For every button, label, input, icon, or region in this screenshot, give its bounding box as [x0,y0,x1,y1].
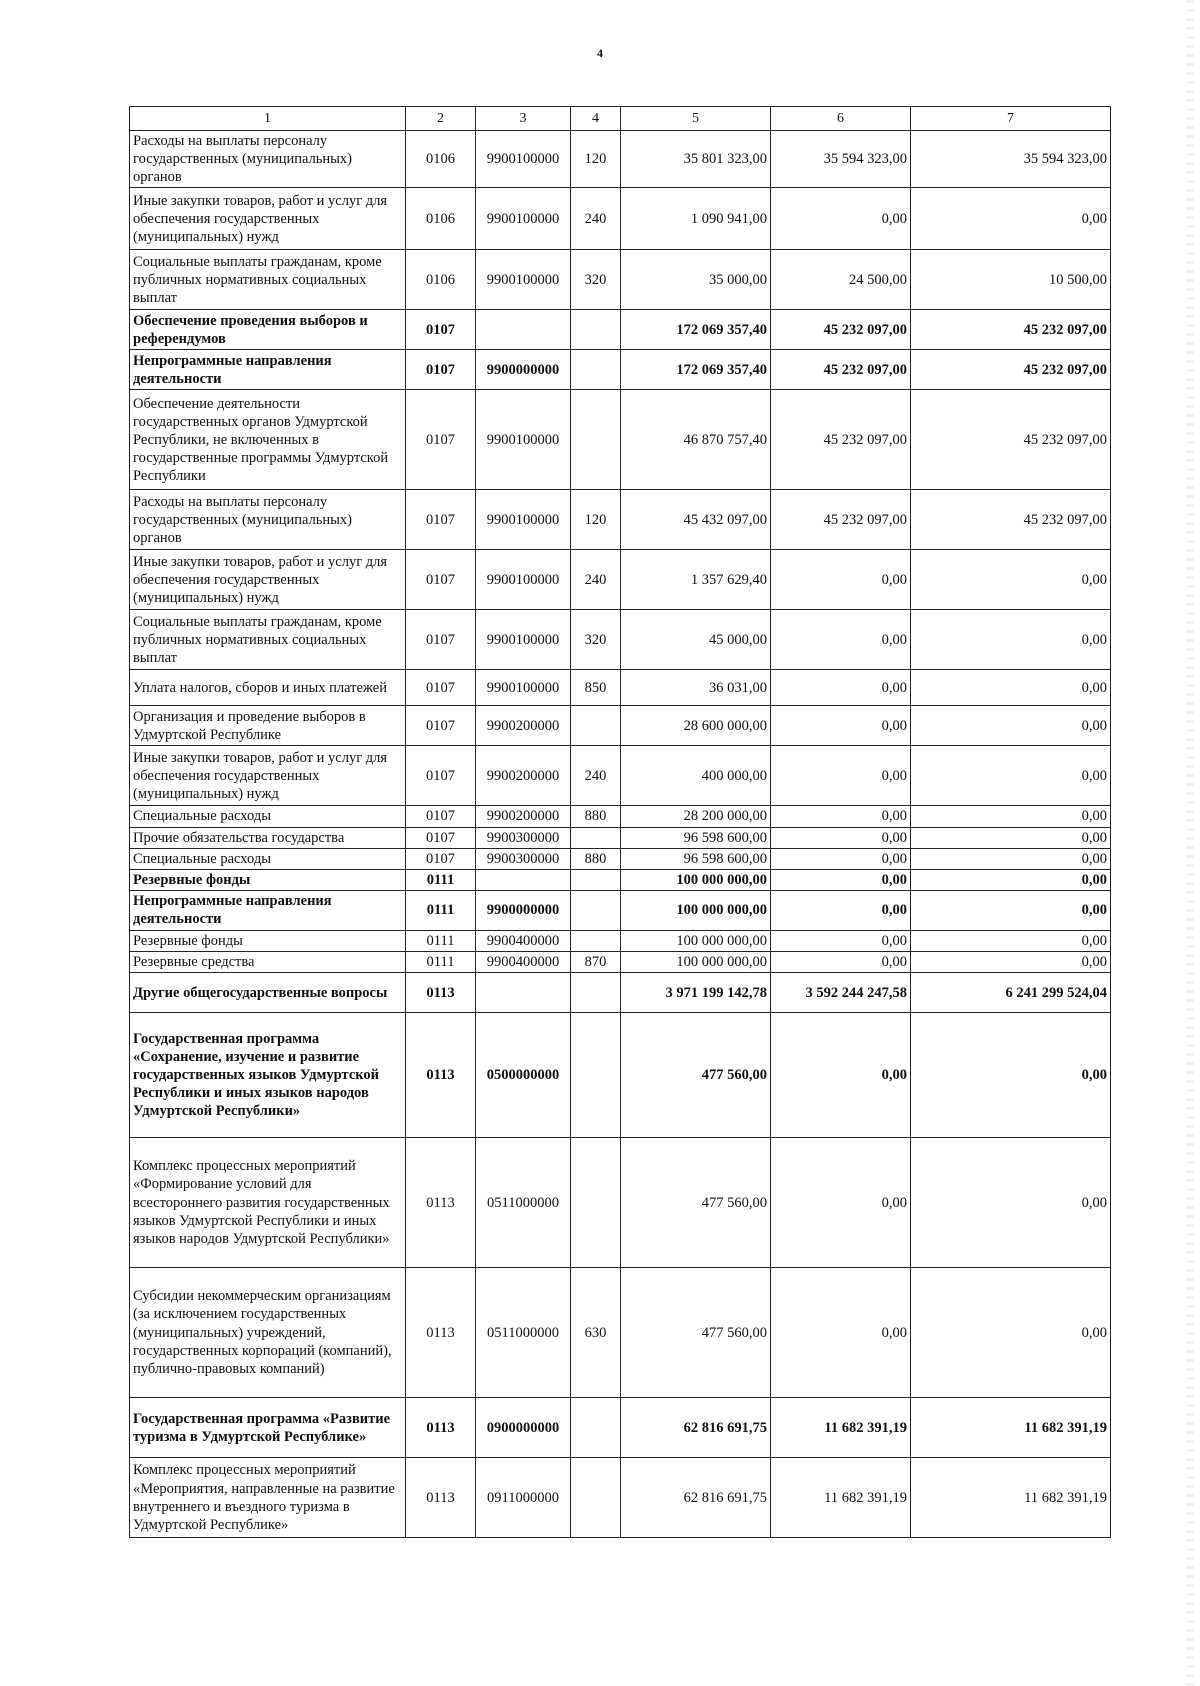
section-code-cell: 0107 [406,848,476,869]
table-row [130,890,1111,930]
amount-col5-cell: 35 000,00 [621,250,771,310]
header-cell: 1 [130,107,406,131]
table-row [130,1138,1111,1268]
amount-col6-cell: 0,00 [771,550,911,610]
section-code-cell: 0107 [406,490,476,550]
amount-col5-cell: 100 000 000,00 [621,930,771,951]
amount-col5-cell: 45 432 097,00 [621,490,771,550]
target-article-cell: 9900100000 [476,490,571,550]
row-name-cell: Другие общегосударственные вопросы [130,973,406,1013]
table-row [130,848,1111,869]
row-name-cell: Прочие обязательства государства [130,827,406,848]
table-row [130,1013,1111,1138]
amount-col7-cell: 0,00 [911,869,1111,890]
expense-type-cell: 120 [571,490,621,550]
table-row [130,746,1111,806]
target-article-cell: 9900100000 [476,250,571,310]
table-row [130,670,1111,706]
row-name-cell: Резервные фонды [130,869,406,890]
table-row [130,550,1111,610]
section-code-cell: 0106 [406,131,476,188]
table-row [130,1458,1111,1538]
target-article-cell: 9900200000 [476,746,571,806]
row-name-cell: Расходы на выплаты персоналу государственных (муниципальных) органов [130,131,406,188]
amount-col5-cell: 3 971 199 142,78 [621,973,771,1013]
expense-type-cell: 320 [571,610,621,670]
row-name-cell: Непрограммные направления деятельности [130,890,406,930]
row-name-cell: Организация и проведение выборов в Удмуртской Республике [130,706,406,746]
table-row [130,869,1111,890]
section-code-cell: 0113 [406,1268,476,1398]
table-row [130,188,1111,250]
expense-type-cell: 120 [571,131,621,188]
expense-type-cell [571,827,621,848]
header-cell: 4 [571,107,621,131]
row-name-cell: Обеспечение проведения выборов и референдумов [130,310,406,350]
expense-type-cell [571,390,621,490]
amount-col7-cell: 0,00 [911,952,1111,973]
table-row [130,390,1111,490]
amount-col5-cell: 100 000 000,00 [621,952,771,973]
row-name-cell: Социальные выплаты гражданам, кроме публичных нормативных социальных выплат [130,250,406,310]
target-article-cell [476,973,571,1013]
header-row [130,107,1111,131]
amount-col5-cell: 35 801 323,00 [621,131,771,188]
row-name-cell: Государственная программа «Сохранение, изучение и развитие государственных языков Удмуртской Республики и иных языков народов Удмуртской Республики» [130,1013,406,1138]
expense-type-cell [571,973,621,1013]
expense-type-cell [571,930,621,951]
amount-col5-cell: 172 069 357,40 [621,310,771,350]
amount-col6-cell: 0,00 [771,1013,911,1138]
target-article-cell: 0900000000 [476,1398,571,1458]
amount-col7-cell: 45 232 097,00 [911,310,1111,350]
amount-col5-cell: 96 598 600,00 [621,827,771,848]
row-name-cell: Резервные фонды [130,930,406,951]
amount-col7-cell: 0,00 [911,1268,1111,1398]
table-row [130,827,1111,848]
section-code-cell: 0113 [406,1013,476,1138]
target-article-cell: 9900300000 [476,827,571,848]
table-row [130,310,1111,350]
target-article-cell: 9900000000 [476,890,571,930]
amount-col7-cell: 0,00 [911,188,1111,250]
amount-col5-cell: 62 816 691,75 [621,1458,771,1538]
budget-table [129,106,1111,1538]
expense-type-cell [571,1458,621,1538]
expense-type-cell: 880 [571,806,621,827]
expense-type-cell: 240 [571,188,621,250]
page-number: 4 [597,46,603,60]
expense-type-cell [571,1138,621,1268]
row-name-cell: Иные закупки товаров, работ и услуг для обеспечения государственных (муниципальных) нужд [130,188,406,250]
amount-col7-cell: 10 500,00 [911,250,1111,310]
section-code-cell: 0107 [406,670,476,706]
section-code-cell: 0107 [406,310,476,350]
target-article-cell: 9900100000 [476,188,571,250]
table-row [130,250,1111,310]
amount-col5-cell: 46 870 757,40 [621,390,771,490]
section-code-cell: 0107 [406,390,476,490]
amount-col6-cell: 0,00 [771,1138,911,1268]
target-article-cell: 9900000000 [476,350,571,390]
expense-type-cell: 630 [571,1268,621,1398]
table-row [130,610,1111,670]
amount-col5-cell: 100 000 000,00 [621,890,771,930]
expense-type-cell: 240 [571,550,621,610]
amount-col5-cell: 477 560,00 [621,1268,771,1398]
amount-col7-cell: 0,00 [911,550,1111,610]
amount-col7-cell: 0,00 [911,670,1111,706]
target-article-cell [476,869,571,890]
expense-type-cell: 320 [571,250,621,310]
section-code-cell: 0107 [406,706,476,746]
section-code-cell: 0113 [406,1458,476,1538]
amount-col5-cell: 28 200 000,00 [621,806,771,827]
amount-col7-cell: 45 232 097,00 [911,490,1111,550]
expense-type-cell: 870 [571,952,621,973]
amount-col6-cell: 0,00 [771,952,911,973]
row-name-cell: Обеспечение деятельности государственных органов Удмуртской Республики, не включенных в государственные программы Удмуртской Республики [130,390,406,490]
target-article-cell: 9900100000 [476,670,571,706]
expense-type-cell [571,890,621,930]
amount-col6-cell: 0,00 [771,670,911,706]
expense-type-cell: 850 [571,670,621,706]
target-article-cell: 9900100000 [476,390,571,490]
amount-col5-cell: 400 000,00 [621,746,771,806]
target-article-cell: 9900300000 [476,848,571,869]
amount-col5-cell: 62 816 691,75 [621,1398,771,1458]
row-name-cell: Государственная программа «Развитие туризма в Удмуртской Республике» [130,1398,406,1458]
amount-col5-cell: 28 600 000,00 [621,706,771,746]
amount-col6-cell: 0,00 [771,610,911,670]
scan-edge-noise [1186,0,1194,1686]
header-cell: 5 [621,107,771,131]
header-cell: 2 [406,107,476,131]
target-article-cell: 9900400000 [476,930,571,951]
expense-type-cell: 240 [571,746,621,806]
section-code-cell: 0113 [406,973,476,1013]
amount-col7-cell: 0,00 [911,610,1111,670]
table-row [130,930,1111,951]
header-cell: 3 [476,107,571,131]
amount-col5-cell: 172 069 357,40 [621,350,771,390]
section-code-cell: 0106 [406,250,476,310]
amount-col6-cell: 35 594 323,00 [771,131,911,188]
amount-col7-cell: 11 682 391,19 [911,1398,1111,1458]
target-article-cell: 9900200000 [476,706,571,746]
expense-type-cell [571,706,621,746]
amount-col6-cell: 24 500,00 [771,250,911,310]
target-article-cell: 9900200000 [476,806,571,827]
section-code-cell: 0107 [406,350,476,390]
target-article-cell: 0511000000 [476,1268,571,1398]
section-code-cell: 0107 [406,550,476,610]
table-row [130,350,1111,390]
amount-col7-cell: 0,00 [911,848,1111,869]
row-name-cell: Расходы на выплаты персоналу государственных (муниципальных) органов [130,490,406,550]
expense-type-cell [571,1013,621,1138]
expense-type-cell [571,350,621,390]
table-row [130,1398,1111,1458]
amount-col6-cell: 11 682 391,19 [771,1398,911,1458]
row-name-cell: Уплата налогов, сборов и иных платежей [130,670,406,706]
amount-col7-cell: 0,00 [911,746,1111,806]
expense-type-cell [571,1398,621,1458]
row-name-cell: Комплекс процессных мероприятий «Мероприятия, направленные на развитие внутреннего и въездного туризма в Удмуртской Республике» [130,1458,406,1538]
amount-col7-cell: 0,00 [911,890,1111,930]
table-row [130,952,1111,973]
amount-col5-cell: 477 560,00 [621,1138,771,1268]
amount-col5-cell: 45 000,00 [621,610,771,670]
amount-col6-cell: 3 592 244 247,58 [771,973,911,1013]
amount-col5-cell: 477 560,00 [621,1013,771,1138]
target-article-cell [476,310,571,350]
section-code-cell: 0107 [406,610,476,670]
row-name-cell: Непрограммные направления деятельности [130,350,406,390]
expense-type-cell: 880 [571,848,621,869]
target-article-cell: 9900100000 [476,550,571,610]
amount-col6-cell: 0,00 [771,1268,911,1398]
amount-col7-cell: 0,00 [911,930,1111,951]
amount-col6-cell: 11 682 391,19 [771,1458,911,1538]
table-row [130,490,1111,550]
amount-col7-cell: 45 232 097,00 [911,390,1111,490]
amount-col5-cell: 1 090 941,00 [621,188,771,250]
row-name-cell: Комплекс процессных мероприятий «Формирование условий для всестороннего развития государственных языков Удмуртской Республики и иных языков народов Удмуртской Республики» [130,1138,406,1268]
amount-col7-cell: 0,00 [911,1138,1111,1268]
amount-col5-cell: 36 031,00 [621,670,771,706]
amount-col7-cell: 6 241 299 524,04 [911,973,1111,1013]
amount-col7-cell: 0,00 [911,706,1111,746]
amount-col6-cell: 0,00 [771,706,911,746]
row-name-cell: Субсидии некоммерческим организациям (за исключением государственных (муниципальных) учреждений, государственных корпораций (компаний), публично-правовых компаний) [130,1268,406,1398]
section-code-cell: 0106 [406,188,476,250]
row-name-cell: Социальные выплаты гражданам, кроме публичных нормативных социальных выплат [130,610,406,670]
amount-col7-cell: 45 232 097,00 [911,350,1111,390]
section-code-cell: 0107 [406,806,476,827]
target-article-cell: 9900400000 [476,952,571,973]
target-article-cell: 9900100000 [476,131,571,188]
target-article-cell: 0500000000 [476,1013,571,1138]
section-code-cell: 0113 [406,1398,476,1458]
amount-col5-cell: 100 000 000,00 [621,869,771,890]
table-row [130,706,1111,746]
amount-col5-cell: 1 357 629,40 [621,550,771,610]
section-code-cell: 0107 [406,827,476,848]
amount-col7-cell: 35 594 323,00 [911,131,1111,188]
amount-col6-cell: 45 232 097,00 [771,390,911,490]
row-name-cell: Иные закупки товаров, работ и услуг для обеспечения государственных (муниципальных) нужд [130,746,406,806]
amount-col6-cell: 0,00 [771,806,911,827]
amount-col7-cell: 0,00 [911,827,1111,848]
amount-col6-cell: 0,00 [771,827,911,848]
section-code-cell: 0111 [406,869,476,890]
target-article-cell: 9900100000 [476,610,571,670]
amount-col6-cell: 0,00 [771,188,911,250]
amount-col6-cell: 45 232 097,00 [771,350,911,390]
expense-type-cell [571,869,621,890]
amount-col7-cell: 11 682 391,19 [911,1458,1111,1538]
table-row [130,1268,1111,1398]
expense-type-cell [571,310,621,350]
section-code-cell: 0107 [406,746,476,806]
table-row [130,806,1111,827]
table-row [130,131,1111,188]
target-article-cell: 0911000000 [476,1458,571,1538]
header-cell: 7 [911,107,1111,131]
section-code-cell: 0113 [406,1138,476,1268]
section-code-cell: 0111 [406,890,476,930]
row-name-cell: Специальные расходы [130,806,406,827]
amount-col7-cell: 0,00 [911,1013,1111,1138]
section-code-cell: 0111 [406,952,476,973]
amount-col6-cell: 0,00 [771,890,911,930]
amount-col5-cell: 96 598 600,00 [621,848,771,869]
amount-col6-cell: 45 232 097,00 [771,310,911,350]
amount-col6-cell: 45 232 097,00 [771,490,911,550]
row-name-cell: Резервные средства [130,952,406,973]
section-code-cell: 0111 [406,930,476,951]
amount-col7-cell: 0,00 [911,806,1111,827]
amount-col6-cell: 0,00 [771,930,911,951]
table-row [130,973,1111,1013]
row-name-cell: Иные закупки товаров, работ и услуг для обеспечения государственных (муниципальных) нужд [130,550,406,610]
amount-col6-cell: 0,00 [771,848,911,869]
amount-col6-cell: 0,00 [771,746,911,806]
target-article-cell: 0511000000 [476,1138,571,1268]
header-cell: 6 [771,107,911,131]
row-name-cell: Специальные расходы [130,848,406,869]
amount-col6-cell: 0,00 [771,869,911,890]
